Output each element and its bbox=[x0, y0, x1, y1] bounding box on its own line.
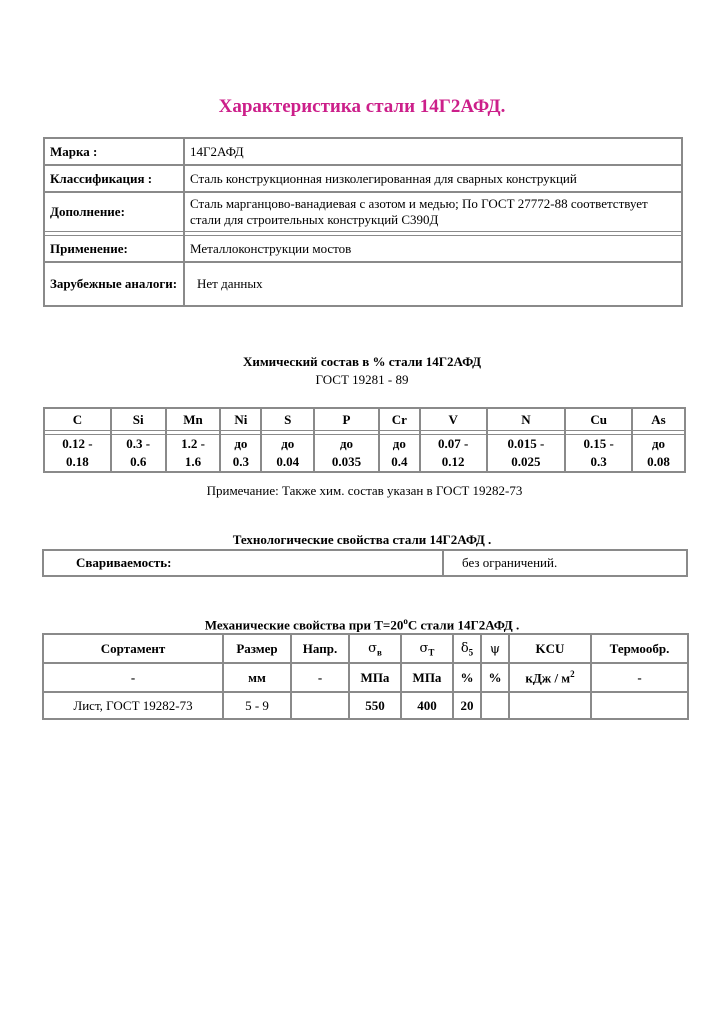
mech-cell-psi bbox=[481, 692, 509, 719]
chem-element: N bbox=[487, 408, 566, 431]
chem-element: As bbox=[632, 408, 685, 431]
mech-cell-sortament: Лист, ГОСТ 19282-73 bbox=[43, 692, 223, 719]
chem-element: Cu bbox=[565, 408, 632, 431]
chem-value: 0.07 - 0.12 bbox=[420, 434, 487, 472]
chemical-composition-table bbox=[43, 407, 686, 473]
info-value-analogs: Нет данных bbox=[184, 262, 682, 306]
info-value-addition: Сталь марганцово-ванадиевая с азотом и медью; По ГОСТ 27772-88 соответствует стали для строительных конструкций С390Д bbox=[184, 192, 682, 232]
mech-cell-kcu bbox=[509, 692, 591, 719]
mech-unit: % bbox=[481, 663, 509, 692]
mech-unit: % bbox=[453, 663, 481, 692]
mech-header-sigma-t: $\sigma_T$ bbox=[401, 634, 453, 663]
info-row-analogs bbox=[44, 262, 682, 306]
chem-element: P bbox=[314, 408, 379, 431]
mech-cell-sigma-t: 400 bbox=[401, 692, 453, 719]
mech-unit: - bbox=[291, 663, 349, 692]
mechanical-properties-table bbox=[42, 633, 689, 720]
mech-header-heat-treatment: Термообр. bbox=[591, 634, 688, 663]
info-row-grade bbox=[44, 138, 682, 165]
tech-properties-table bbox=[42, 549, 688, 577]
mech-cell-sigma-b: 550 bbox=[349, 692, 401, 719]
chem-value: 0.3 - 0.6 bbox=[111, 434, 166, 472]
mech-units-row bbox=[43, 663, 688, 692]
mech-header-kcu: KCU bbox=[509, 634, 591, 663]
chem-section-title: Химический состав в % стали 14Г2АФД bbox=[242, 354, 482, 369]
chem-element: Si bbox=[111, 408, 166, 431]
mech-header-sigma-b: $\sigma_в$ bbox=[349, 634, 401, 663]
chem-element: Ni bbox=[220, 408, 261, 431]
info-value-application: Металлоконструкции мостов bbox=[184, 235, 682, 262]
chem-value: до 0.04 bbox=[261, 434, 314, 472]
mech-unit: МПа bbox=[349, 663, 401, 692]
steel-info-table bbox=[43, 137, 683, 307]
mech-cell-direction bbox=[291, 692, 349, 719]
page-title: Характеристика стали 14Г2АФД. bbox=[218, 96, 506, 117]
mech-cell-heat-treatment bbox=[591, 692, 688, 719]
weldability-value: без ограничений. bbox=[443, 550, 687, 576]
info-value-grade: 14Г2АФД bbox=[184, 138, 682, 165]
mech-unit: - bbox=[591, 663, 688, 692]
mech-data-row bbox=[43, 692, 688, 719]
info-row-application bbox=[44, 235, 682, 262]
chem-note: Примечание: Также хим. состав указан в ГОСТ 19282-73 bbox=[206, 483, 523, 498]
tech-section-title: Технологические свойства стали 14Г2АФД . bbox=[232, 532, 492, 547]
chem-value: до 0.4 bbox=[379, 434, 420, 472]
info-label-analogs: Зарубежные аналоги: bbox=[44, 262, 184, 306]
mech-unit: МПа bbox=[401, 663, 453, 692]
chem-value: 0.015 - 0.025 bbox=[487, 434, 566, 472]
weldability-label: Свариваемость: bbox=[43, 550, 443, 576]
mech-header-delta: $\delta_5$ bbox=[453, 634, 481, 663]
chem-value: до 0.08 bbox=[632, 434, 685, 472]
mech-cell-size: 5 - 9 bbox=[223, 692, 291, 719]
chem-element: Mn bbox=[166, 408, 221, 431]
tech-row bbox=[43, 550, 687, 576]
info-value-classification: Сталь конструкционная низколегированная для сварных конструкций bbox=[184, 165, 682, 192]
mech-cell-delta: 20 bbox=[453, 692, 481, 719]
mech-header-row bbox=[43, 634, 688, 663]
info-row-addition bbox=[44, 192, 682, 232]
mech-header-psi: ψ bbox=[481, 634, 509, 663]
mech-unit: мм bbox=[223, 663, 291, 692]
info-label-classification: Классификация : bbox=[44, 165, 184, 192]
chem-value: до 0.3 bbox=[220, 434, 261, 472]
chem-value: 0.15 - 0.3 bbox=[565, 434, 632, 472]
info-label-grade: Марка : bbox=[44, 138, 184, 165]
chem-element: S bbox=[261, 408, 314, 431]
chem-value: 0.12 - 0.18 bbox=[44, 434, 111, 472]
chem-value: 1.2 - 1.6 bbox=[166, 434, 221, 472]
mech-unit: - bbox=[43, 663, 223, 692]
chem-header-row bbox=[44, 408, 685, 431]
mech-header-sortament: Сортамент bbox=[43, 634, 223, 663]
chem-element: C bbox=[44, 408, 111, 431]
mech-header-direction: Напр. bbox=[291, 634, 349, 663]
info-row-classification bbox=[44, 165, 682, 192]
chem-element: Cr bbox=[379, 408, 420, 431]
mech-header-size: Размер bbox=[223, 634, 291, 663]
info-label-addition: Дополнение: bbox=[44, 192, 184, 232]
chem-element: V bbox=[420, 408, 487, 431]
info-label-application: Применение: bbox=[44, 235, 184, 262]
chem-value: до 0.035 bbox=[314, 434, 379, 472]
chem-value-row bbox=[44, 434, 685, 472]
mech-section-title: Механические свойства при $Т=20^oС$ стали 14Г2АФД . bbox=[204, 616, 520, 633]
chem-gost: ГОСТ 19281 - 89 bbox=[315, 372, 409, 387]
mech-unit: кДж / $м^2$ bbox=[509, 663, 591, 692]
